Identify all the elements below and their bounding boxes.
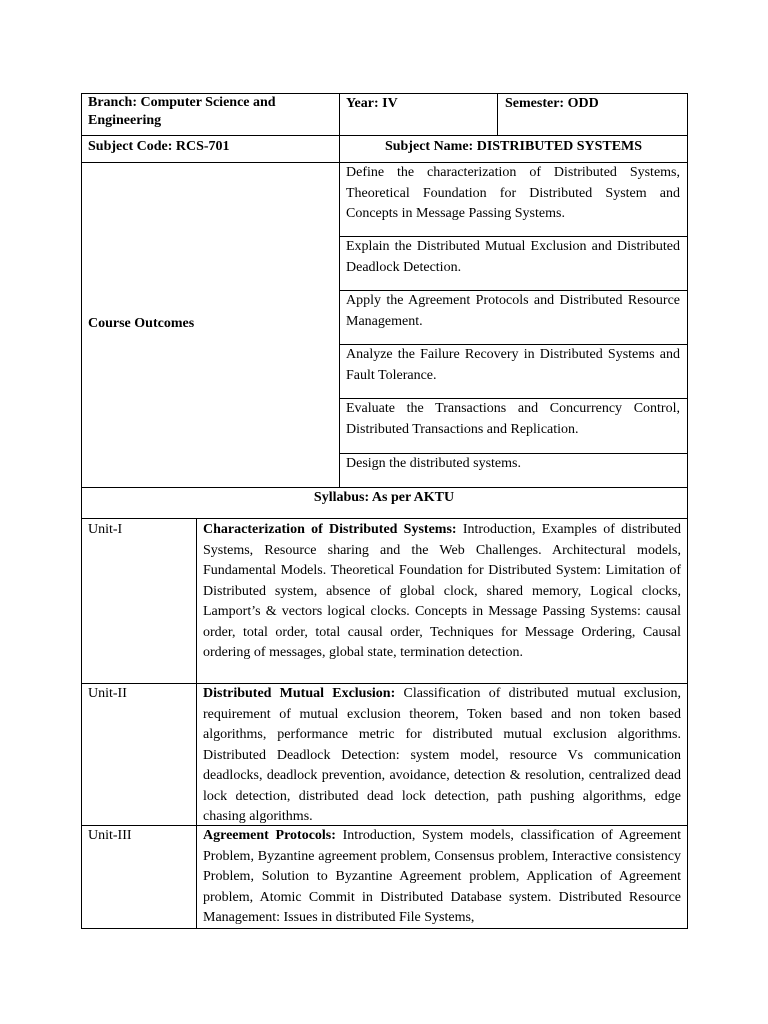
course-outcome-item: Evaluate the Transactions and Concurrency Control, Distributed Transactions and Replication. <box>346 401 680 437</box>
course-outcomes-label: Course Outcomes <box>88 316 195 331</box>
unit-heading: Characterization of Distributed Systems: <box>203 522 457 537</box>
table-border <box>687 93 688 929</box>
branch-cell: Branch: Computer Science and Engineering <box>88 95 276 128</box>
course-outcome-item: Apply the Agreement Protocols and Distributed Resource Management. <box>346 293 680 329</box>
table-border <box>81 93 688 94</box>
table-border <box>339 453 688 454</box>
syllabus-title: Syllabus: As per AKTU <box>313 490 455 505</box>
table-border <box>339 93 340 488</box>
table-border <box>81 162 688 163</box>
unit-text: Classification of distributed mutual exclusion, requirement of mutual exclusion theorem, Token based and non token based algorithms, performance metric for distributed mutual exclusion algorithms. Distributed Deadlock Detection: system model, resource Vs communication deadlocks, deadlock prevention, avoidance, detection & resolution, centralized dead lock detection, distributed dead lock detection, path pushing algorithms, edge chasing algorithms. <box>203 686 681 824</box>
unit-description <box>203 826 681 929</box>
course-outcome-item: Analyze the Failure Recovery in Distributed Systems and Fault Tolerance. <box>346 347 680 383</box>
table-border <box>339 398 688 399</box>
table-border <box>497 93 498 136</box>
subject-name-cell: Subject Name: DISTRIBUTED SYSTEMS <box>384 139 643 154</box>
course-outcome-item: Explain the Distributed Mutual Exclusion and Distributed Deadlock Detection. <box>346 239 680 275</box>
table-border <box>339 344 688 345</box>
table-border <box>81 135 688 136</box>
unit-heading: Distributed Mutual Exclusion: <box>203 686 396 701</box>
table-border <box>81 928 688 929</box>
unit-text: Introduction, System models, classification of Agreement Problem, Byzantine agreement problem, Consensus problem, Interactive consistency Problem, Solution to Byzantine Agreement problem, Application of Agreement problem, Atomic Commit in Distributed Database system. Distributed Resource Management: Issues in distributed File Systems, <box>203 828 681 925</box>
unit-description <box>203 684 681 828</box>
table-border <box>81 518 688 519</box>
table-border <box>196 518 197 929</box>
unit-description <box>203 520 681 664</box>
table-border <box>81 683 688 684</box>
year-cell: Year: IV <box>346 96 398 111</box>
table-border <box>339 290 688 291</box>
unit-heading: Agreement Protocols: <box>203 828 336 843</box>
unit-label: Unit-II <box>88 686 127 701</box>
subject-code-cell: Subject Code: RCS-701 <box>88 139 230 154</box>
semester-cell: Semester: ODD <box>505 96 599 111</box>
course-outcome-item: Define the characterization of Distributed Systems, Theoretical Foundation for Distributed System and Concepts in Message Passing Systems. <box>346 165 680 221</box>
unit-label: Unit-III <box>88 828 132 843</box>
unit-label: Unit-I <box>88 522 123 537</box>
table-border <box>339 236 688 237</box>
table-border <box>81 825 688 826</box>
table-border <box>81 487 688 488</box>
course-outcome-item: Design the distributed systems. <box>346 456 521 471</box>
unit-text: Introduction, Examples of distributed Systems, Resource sharing and the Web Challenges. Architectural models, Fundamental Models. Theoretical Foundation for Distributed System: Limitation of Distributed system, absence of global clock, shared memory, Logical clocks, Lamport’s & vectors logical clocks. Concepts in Message Passing Systems: causal order, total order, total causal order, Techniques for Message Ordering, Causal ordering of messages, global state, termination detection. <box>203 522 682 660</box>
table-border <box>81 93 82 929</box>
